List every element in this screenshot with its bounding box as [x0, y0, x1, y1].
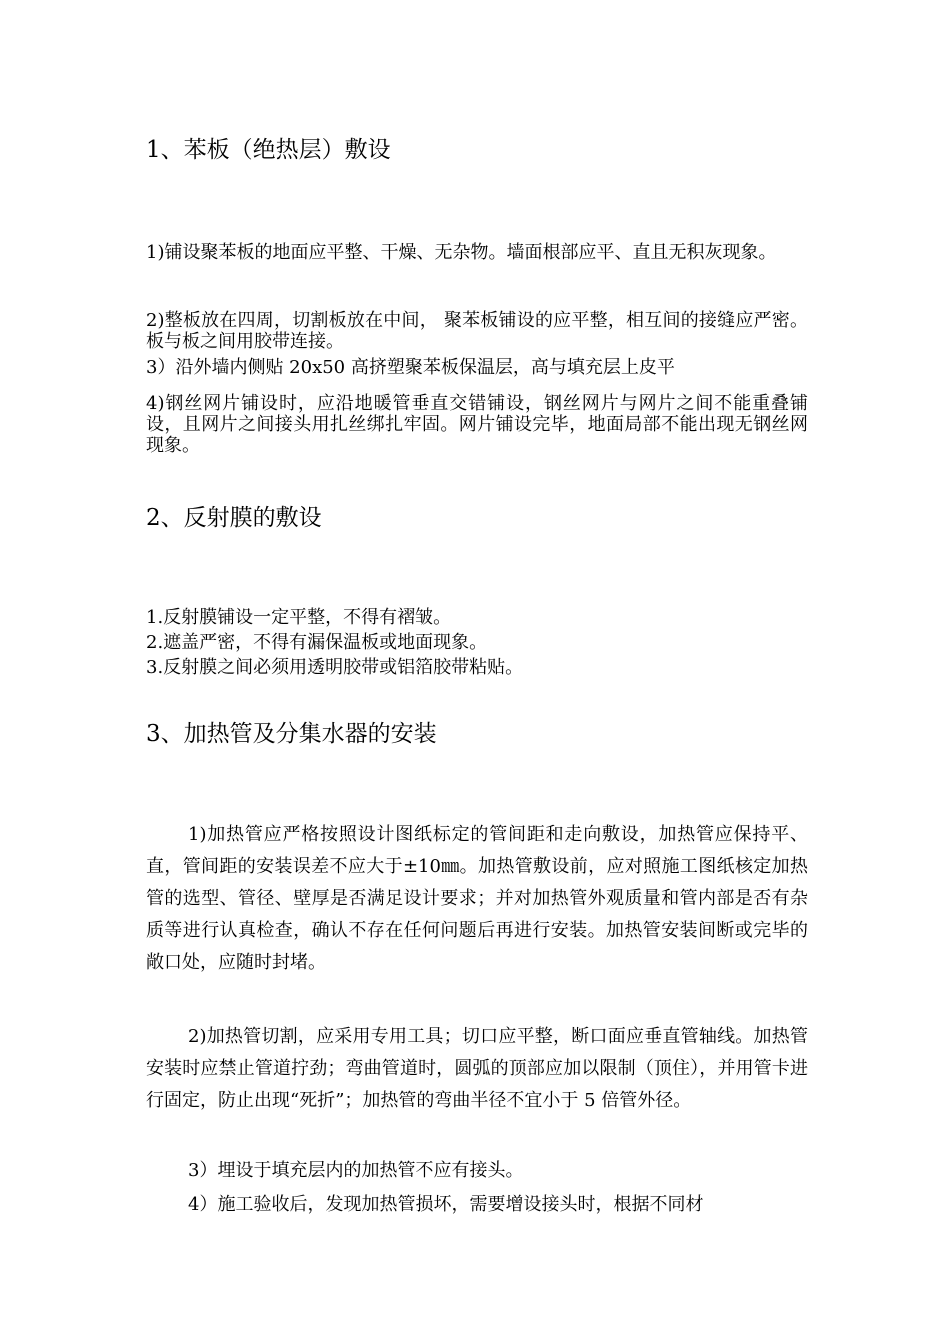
section-2-paragraph-1: 1.反射膜铺设一定平整，不得有褶皱。 [146, 607, 452, 628]
section-2-paragraph-2: 2.遮盖严密，不得有漏保温板或地面现象。 [146, 632, 488, 653]
section-1-paragraph-2: 2)整板放在四周，切割板放在中间， 聚苯板铺设的应平整，相互间的接缝应严密。板与板之间用胶带连接。 [146, 310, 808, 352]
section-1-heading: 1、苯板（绝热层）敷设 [146, 137, 391, 163]
section-1-paragraph-4: 4)钢丝网片铺设时，应沿地暖管垂直交错铺设，钢丝网片与网片之间不能重叠铺设，且网片之间接头用扎丝绑扎牢固。网片铺设完毕，地面局部不能出现无钢丝网现象。 [146, 393, 808, 456]
section-2-paragraph-3: 3.反射膜之间必须用透明胶带或铝箔胶带粘贴。 [146, 657, 524, 678]
section-3-paragraph-3: 3）埋设于填充层内的加热管不应有接头。 [188, 1160, 524, 1181]
section-2-heading: 2、反射膜的敷设 [146, 505, 322, 531]
section-3-paragraph-1: 1)加热管应严格按照设计图纸标定的管间距和走向敷设，加热管应保持平、直，管间距的安装误差不应大于±10㎜。加热管敷设前，应对照施工图纸核定加热管的选型、管径、壁厚是否满足设计要求；并对加热管外观质量和管内部是否有杂质等进行认真检查，确认不存在任何问题后再进行安装。加热管安装间断或完毕的敞口处，应随时封堵。 [146, 824, 808, 973]
section-3-paragraph-2: 2)加热管切割，应采用专用工具；切口应平整，断口面应垂直管轴线。加热管安装时应禁止管道拧劲；弯曲管道时，圆弧的顶部应加以限制（顶住），并用管卡进行固定，防止出现“死折”；加热管的弯曲半径不宜小于 5 倍管外径。 [146, 1026, 808, 1111]
section-3-paragraph-4: 4）施工验收后，发现加热管损坏，需要增设接头时，根据不同材 [188, 1194, 704, 1215]
section-3-heading: 3、加热管及分集水器的安装 [146, 721, 437, 747]
section-1-paragraph-1: 1)铺设聚苯板的地面应平整、干燥、无杂物。墙面根部应平、直且无积灰现象。 [146, 242, 777, 263]
section-1-paragraph-3: 3）沿外墙内侧贴 20x50 高挤塑聚苯板保温层，高与填充层上皮平 [146, 357, 675, 378]
